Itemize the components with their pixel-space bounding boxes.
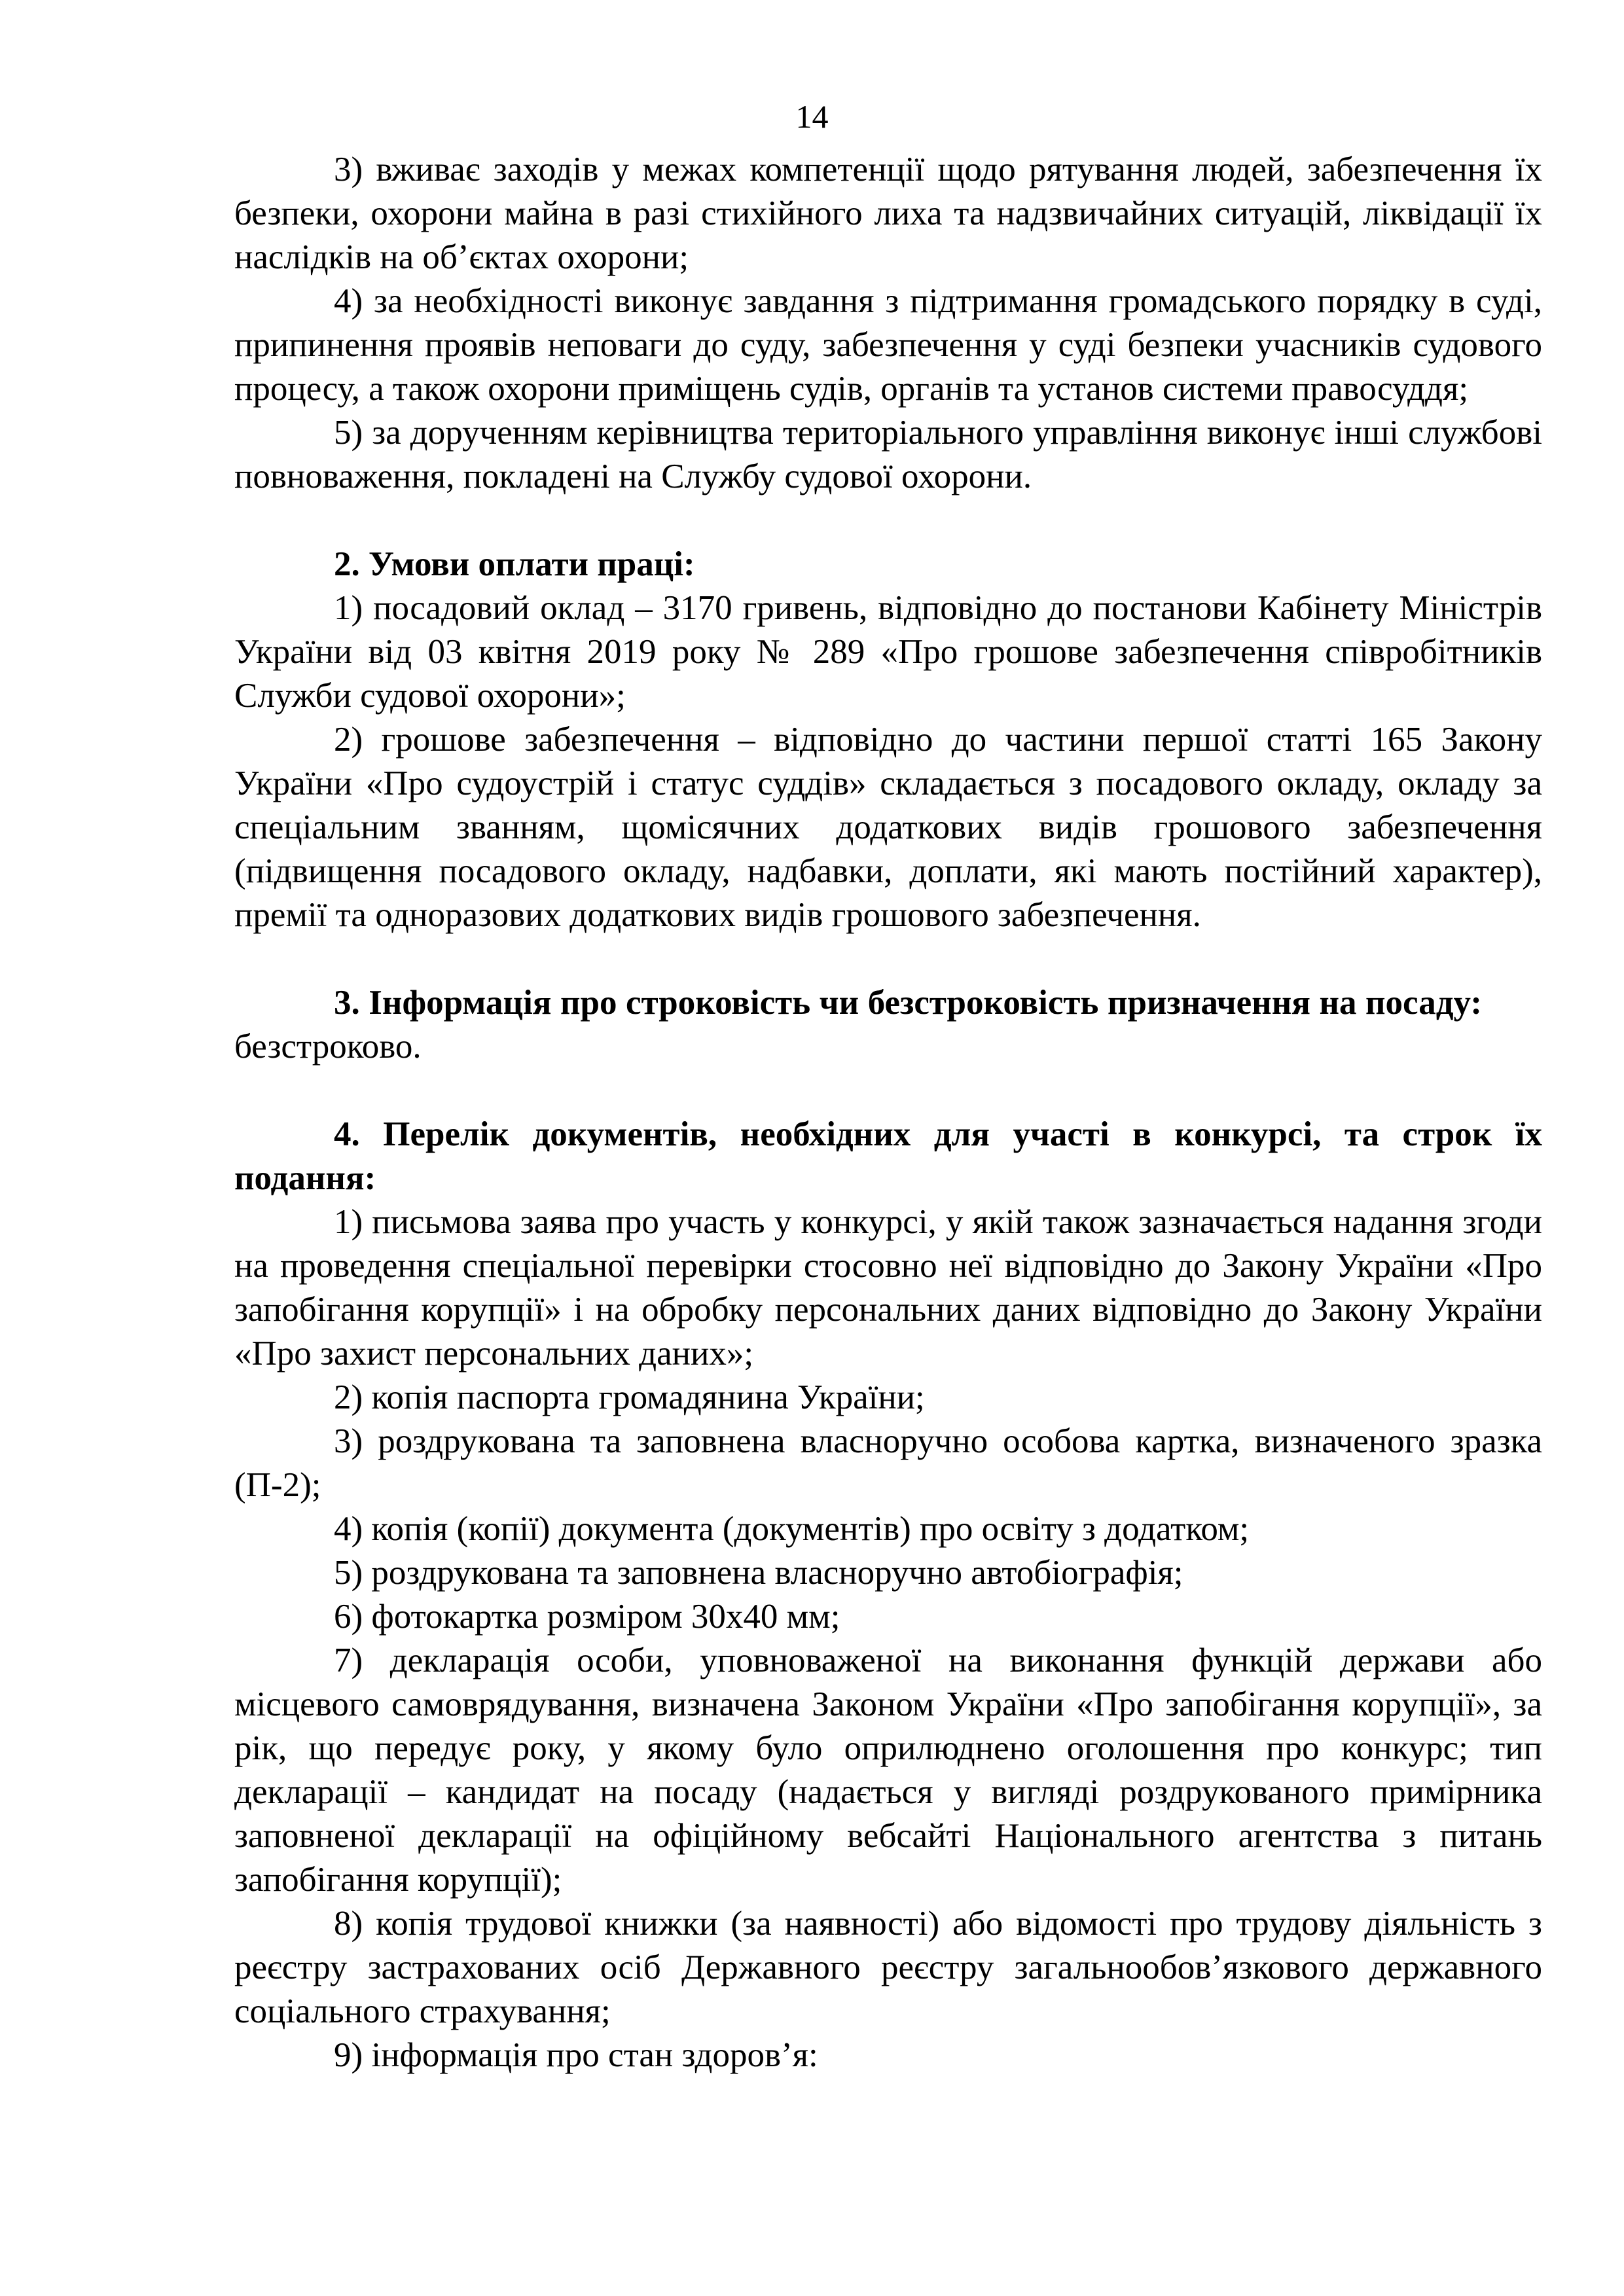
document-item-3: 3) роздрукована та заповнена власноручно особова картка, визначеного зразка (П-2); [234,1422,1542,1504]
document-item-7: 7) декларація особи, уповноваженої на виконання функцій держави або місцевого самоврядування, визначена Законом України «Про запобігання корупції», за рік, що передує року, у якому було оприлюднено оголошення про конкурс; тип декларації – кандидат на посаду (надається у вигляді роздрукованого примірника заповненої декларації на офіційному вебсайті Національного агентства з питань запобігання корупції); [234,1641,1542,1899]
duty-item-5: 5) за дорученням керівництва територіального управління виконує інші службові повноваження, покладені на Службу судової охорони. [234,414,1542,495]
section-4-heading: 4. Перелік документів, необхідних для участі в конкурсі, та строк їх подання: [234,1115,1542,1197]
pay-item-1: 1) посадовий оклад – 3170 гривень, відповідно до постанови Кабінету Міністрів України від 03 квітня 2019 року № 289 «Про грошове забезпечення співробітників Служби судової охорони»; [234,589,1542,715]
document-item-9: 9) інформація про стан здоров’я: [334,2036,818,2074]
section-2-heading: 2. Умови оплати праці: [334,545,695,583]
document-body [234,148,1542,2077]
document-item-5: 5) роздрукована та заповнена власноручно автобіографія; [334,1554,1183,1592]
document-item-6: 6) фотокартка розміром 30х40 мм; [334,1598,840,1636]
document-item-2: 2) копія паспорта громадянина України; [334,1378,925,1416]
duty-item-4: 4) за необхідності виконує завдання з підтримання громадського порядку в суді, припинення проявів неповаги до суду, забезпечення у суді безпеки учасників судового процесу, а також охорони приміщень судів, органів та установ системи правосуддя; [234,282,1542,408]
section-3-value: безстроково. [234,1028,422,1066]
document-item-4: 4) копія (копії) документа (документів) про освіту з додатком; [334,1510,1250,1548]
page-number: 14 [795,98,829,135]
duty-item-3: 3) вживає заходів у межах компетенції щодо рятування людей, забезпечення їх безпеки, охорони майна в разі стихійного лиха та надзвичайних ситуацій, ліквідації їх наслідків на об’єктах охорони; [234,151,1542,276]
document-item-8: 8) копія трудової книжки (за наявності) або відомості про трудову діяльність з реєстру застрахованих осіб Державного реєстру загальнообов’язкового державного соціального страхування; [234,1905,1542,2030]
pay-item-2: 2) грошове забезпечення – відповідно до частини першої статті 165 Закону України «Про судоустрій і статус суддів» складається з посадового окладу, окладу за спеціальним званням, щомісячних додаткових видів грошового забезпечення (підвищення посадового окладу, надбавки, доплати, які мають постійний характер), премії та одноразових додаткових видів грошового забезпечення. [234,721,1542,934]
section-3-heading [234,981,1542,1069]
section-3-heading-text: 3. Інформація про строковість чи безстроковість призначення на посаду: [334,984,1482,1022]
document-item-1: 1) письмова заява про участь у конкурсі, у якій також зазначається надання згоди на проведення спеціальної перевірки стосовно неї відповідно до Закону України «Про запобігання корупції» і на обробку персональних даних відповідно до Закону України «Про захист персональних даних»; [234,1203,1542,1372]
